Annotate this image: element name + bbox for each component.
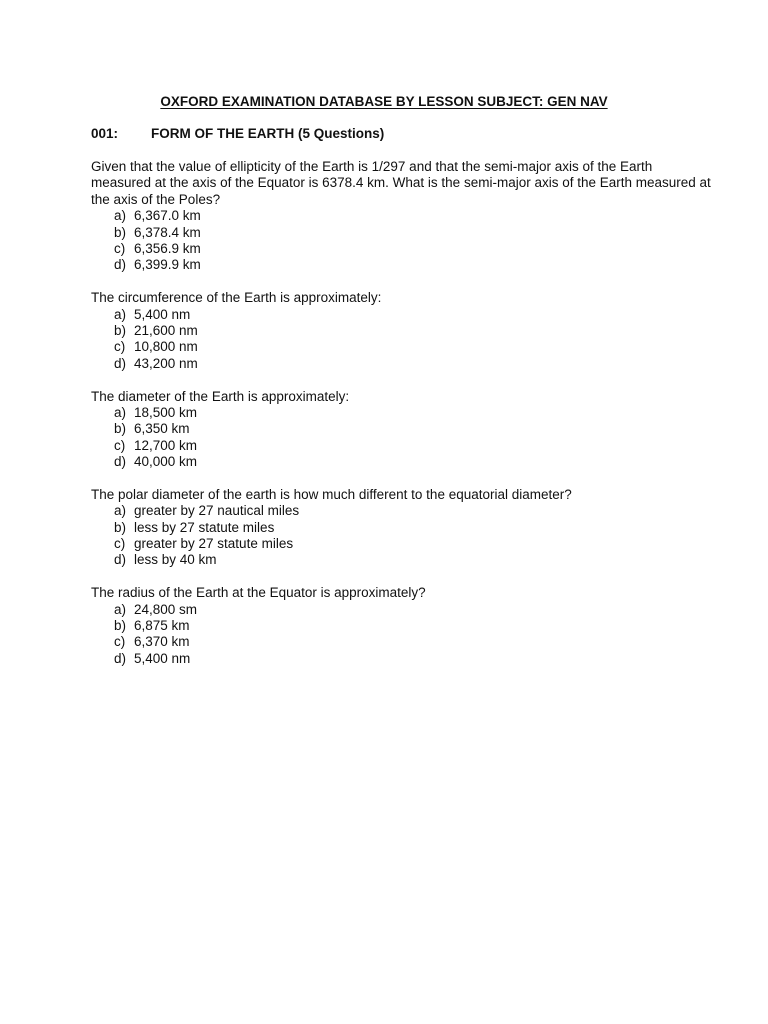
option-letter: c)	[114, 536, 126, 552]
answer-options	[91, 307, 711, 373]
section-number: 001:	[91, 126, 119, 141]
answer-option	[91, 339, 711, 355]
option-letter: c)	[114, 241, 126, 256]
document-title: OXFORD EXAMINATION DATABASE BY LESSON SUBJECT: GEN NAV	[160, 94, 608, 109]
answer-options	[91, 602, 711, 668]
option-text: 43,200 nm	[134, 355, 198, 371]
option-text: 6,875 km	[134, 618, 190, 634]
section-heading	[91, 126, 384, 142]
answer-option	[91, 503, 711, 519]
answer-option	[91, 454, 711, 470]
answer-option	[91, 634, 711, 650]
option-text: 5,400 nm	[134, 306, 191, 322]
answer-option	[91, 651, 711, 667]
option-text: less by 27 statute miles	[134, 519, 275, 535]
question-item	[91, 487, 711, 569]
answer-option	[91, 602, 711, 618]
question-item	[91, 159, 715, 274]
option-letter: a)	[114, 601, 127, 617]
question-item	[91, 290, 711, 372]
option-letter: a)	[114, 306, 127, 322]
answer-option	[91, 323, 711, 339]
option-letter: a)	[114, 503, 127, 519]
option-text: 6,370 km	[134, 634, 190, 650]
option-text: 10,800 nm	[134, 339, 198, 355]
question-item	[91, 585, 711, 667]
option-text: 12,700 km	[134, 437, 198, 453]
option-letter: d)	[114, 552, 127, 568]
option-text: 6,356.9 km	[134, 241, 201, 256]
answer-option	[91, 520, 711, 536]
answer-option	[91, 307, 711, 323]
answer-option	[91, 552, 711, 568]
question-list	[91, 159, 715, 684]
option-text: 18,500 km	[134, 404, 198, 420]
option-letter: d)	[114, 257, 127, 273]
answer-option	[91, 438, 711, 454]
option-text: 40,000 km	[134, 454, 198, 470]
option-text: 6,378.4 km	[134, 224, 201, 240]
answer-options	[91, 503, 711, 569]
question-text: The diameter of the Earth is approximately:	[91, 388, 350, 404]
answer-option	[91, 356, 711, 372]
answer-option	[91, 405, 711, 421]
answer-option	[91, 241, 711, 257]
answer-options	[91, 208, 711, 274]
answer-options	[91, 405, 711, 471]
answer-option	[91, 421, 711, 437]
option-text: 24,800 sm	[134, 601, 198, 617]
option-letter: d)	[114, 454, 127, 470]
question-text: Given that the value of ellipticity of the Earth is 1/297 and that the semi-major axis of the Earth measured at the axis of the Equator is 6378.4 km. What is the semi-major axis of the Earth measured at the axis of the Poles?	[91, 159, 715, 207]
option-letter: d)	[114, 355, 127, 371]
option-letter: c)	[114, 339, 126, 355]
option-letter: b)	[114, 421, 127, 437]
option-text: greater by 27 nautical miles	[134, 503, 300, 519]
answer-option	[91, 618, 711, 634]
option-letter: b)	[114, 519, 127, 535]
answer-option	[91, 225, 711, 241]
option-letter: c)	[114, 437, 126, 453]
option-text: 6,399.9 km	[134, 257, 201, 273]
option-letter: b)	[114, 322, 127, 338]
question-text: The circumference of the Earth is approximately:	[91, 290, 382, 306]
option-text: 21,600 nm	[134, 322, 198, 338]
section-title: FORM OF THE EARTH (5 Questions)	[151, 126, 385, 141]
option-text: 5,400 nm	[134, 650, 191, 666]
option-letter: b)	[114, 618, 127, 634]
option-text: 6,350 km	[134, 421, 190, 437]
question-item	[91, 389, 711, 471]
option-letter: d)	[114, 650, 127, 666]
question-text: The radius of the Earth at the Equator is approximately?	[91, 585, 426, 601]
option-text: greater by 27 statute miles	[134, 536, 294, 552]
option-letter: a)	[114, 208, 127, 224]
option-text: less by 40 km	[134, 552, 217, 568]
option-letter: c)	[114, 634, 126, 650]
option-text: 6,367.0 km	[134, 208, 201, 224]
question-text: The polar diameter of the earth is how much different to the equatorial diameter?	[91, 486, 572, 502]
answer-option	[91, 257, 711, 273]
option-letter: a)	[114, 404, 127, 420]
answer-option	[91, 536, 711, 552]
answer-option	[91, 208, 711, 224]
option-letter: b)	[114, 224, 127, 240]
